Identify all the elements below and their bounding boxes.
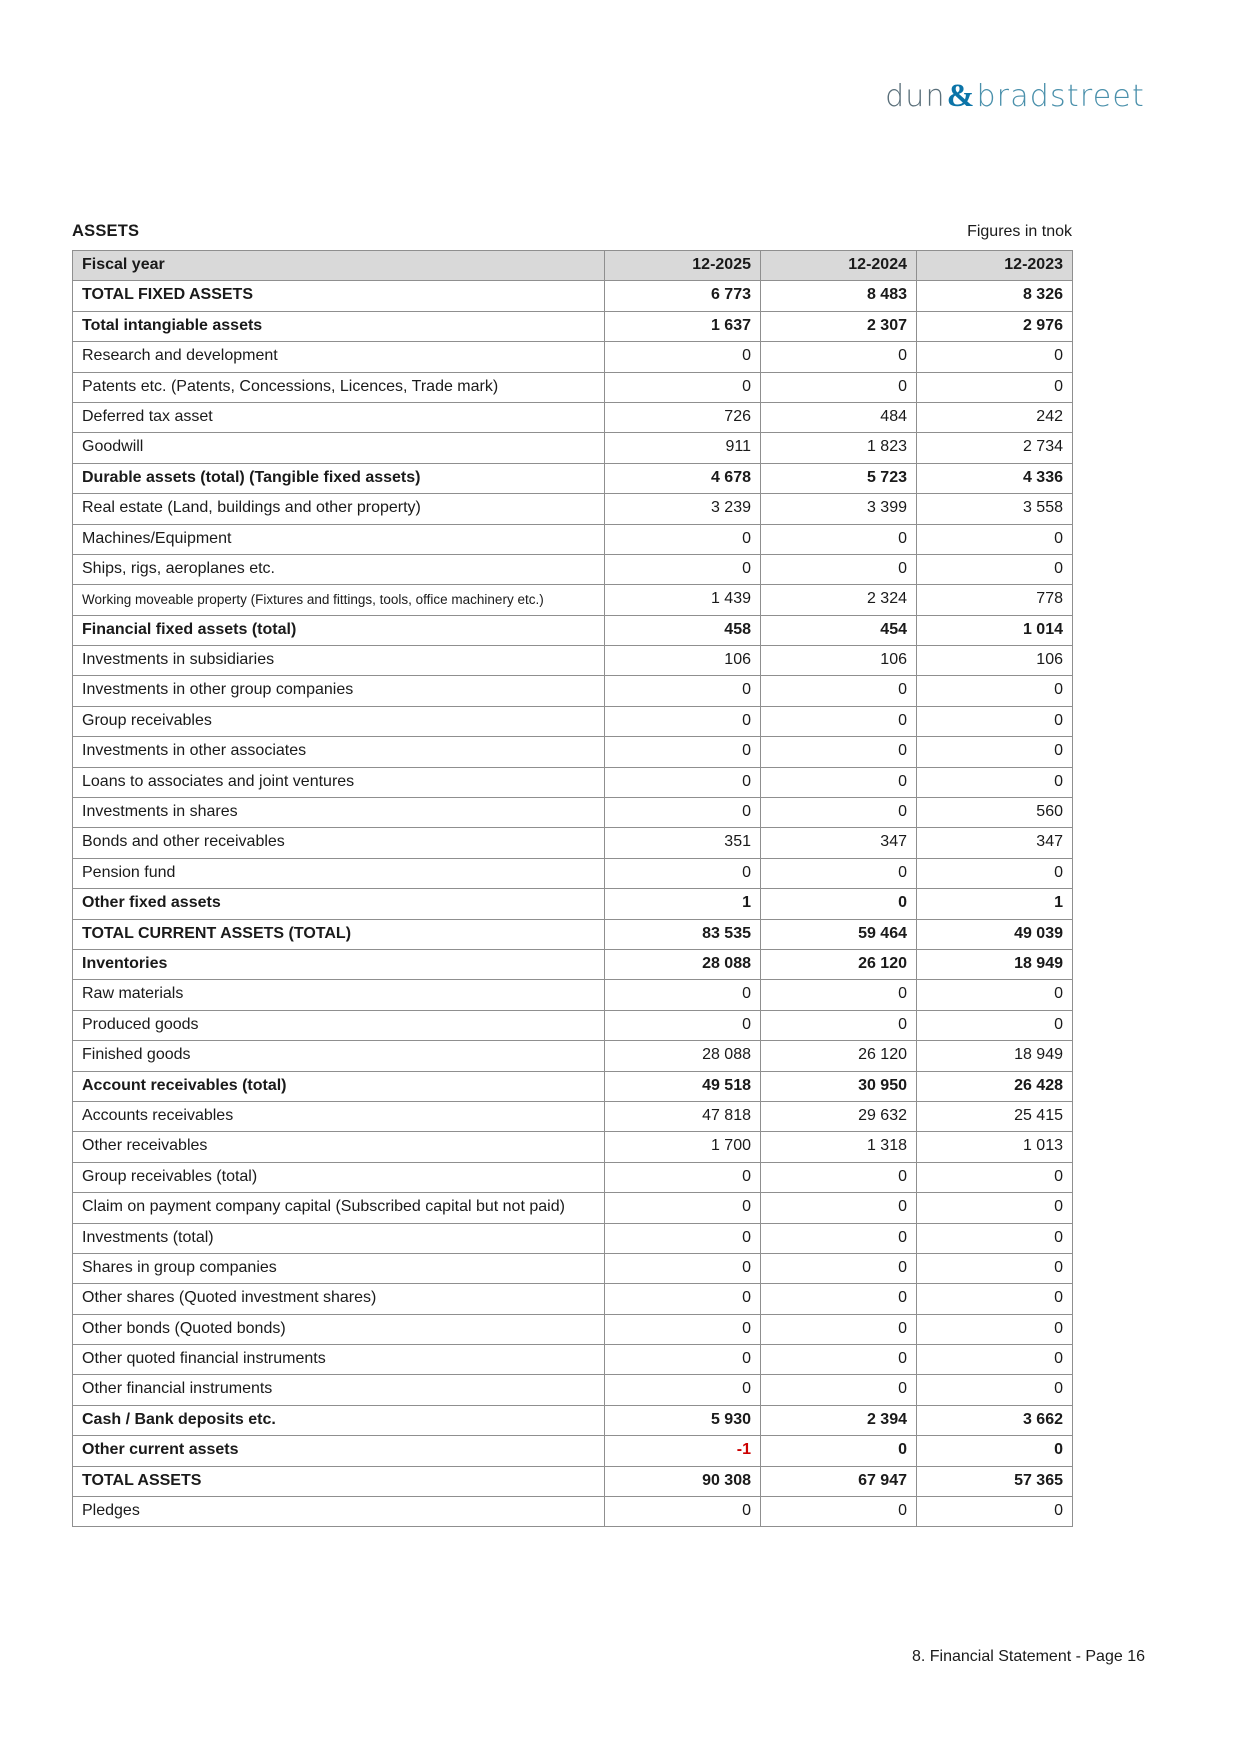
table-row bbox=[73, 706, 1073, 736]
table-row bbox=[73, 737, 1073, 767]
row-label: Shares in group companies bbox=[73, 1253, 605, 1283]
row-value: 0 bbox=[605, 372, 761, 402]
row-value: 1 700 bbox=[605, 1132, 761, 1162]
row-value: 0 bbox=[605, 1284, 761, 1314]
row-value: 18 949 bbox=[917, 949, 1073, 979]
row-value: 0 bbox=[761, 889, 917, 919]
column-header-year-2: 12-2024 bbox=[761, 251, 917, 281]
row-value: 67 947 bbox=[761, 1466, 917, 1496]
row-value: 2 394 bbox=[761, 1405, 917, 1435]
row-value: 0 bbox=[761, 1162, 917, 1192]
row-value: 0 bbox=[605, 1010, 761, 1040]
table-row bbox=[73, 1284, 1073, 1314]
assets-section bbox=[72, 222, 1072, 1527]
row-value: 0 bbox=[917, 372, 1073, 402]
row-label: Total intangiable assets bbox=[73, 311, 605, 341]
row-value: 0 bbox=[917, 1436, 1073, 1466]
row-value: 0 bbox=[761, 767, 917, 797]
row-value: 0 bbox=[761, 1436, 917, 1466]
row-value: 351 bbox=[605, 828, 761, 858]
row-value: 3 662 bbox=[917, 1405, 1073, 1435]
row-value: 5 723 bbox=[761, 463, 917, 493]
row-value: 0 bbox=[917, 1253, 1073, 1283]
row-label: Durable assets (total) (Tangible fixed assets) bbox=[73, 463, 605, 493]
row-value: 106 bbox=[917, 646, 1073, 676]
row-label: Other shares (Quoted investment shares) bbox=[73, 1284, 605, 1314]
row-value: 0 bbox=[605, 1497, 761, 1527]
row-value: 3 399 bbox=[761, 494, 917, 524]
row-value: 29 632 bbox=[761, 1101, 917, 1131]
row-value: 0 bbox=[761, 1497, 917, 1527]
row-label: Other current assets bbox=[73, 1436, 605, 1466]
row-value: 1 637 bbox=[605, 311, 761, 341]
row-value: 0 bbox=[605, 1162, 761, 1192]
table-row bbox=[73, 949, 1073, 979]
table-row bbox=[73, 1375, 1073, 1405]
row-value: 911 bbox=[605, 433, 761, 463]
row-label: Inventories bbox=[73, 949, 605, 979]
row-label: Pledges bbox=[73, 1497, 605, 1527]
row-value: 560 bbox=[917, 798, 1073, 828]
row-value: 57 365 bbox=[917, 1466, 1073, 1496]
table-row bbox=[73, 646, 1073, 676]
row-value: 0 bbox=[917, 342, 1073, 372]
row-value: 28 088 bbox=[605, 949, 761, 979]
row-value: 0 bbox=[761, 524, 917, 554]
row-label: Pension fund bbox=[73, 858, 605, 888]
table-header-row bbox=[73, 251, 1073, 281]
row-value: 25 415 bbox=[917, 1101, 1073, 1131]
row-value: 0 bbox=[605, 1375, 761, 1405]
row-value: 0 bbox=[761, 1375, 917, 1405]
row-value: 0 bbox=[761, 1010, 917, 1040]
logo-ampersand-icon: & bbox=[946, 78, 976, 114]
figures-unit-label: Figures in tnok bbox=[967, 223, 1072, 240]
row-value: 0 bbox=[761, 798, 917, 828]
assets-table bbox=[72, 250, 1073, 1527]
row-value: 4 336 bbox=[917, 463, 1073, 493]
row-value: 0 bbox=[917, 1193, 1073, 1223]
row-value: 0 bbox=[605, 737, 761, 767]
table-row bbox=[73, 1193, 1073, 1223]
row-value: 778 bbox=[917, 585, 1073, 615]
row-label: Produced goods bbox=[73, 1010, 605, 1040]
row-label: Other quoted financial instruments bbox=[73, 1345, 605, 1375]
row-value: 0 bbox=[917, 524, 1073, 554]
row-value: 2 734 bbox=[917, 433, 1073, 463]
row-value: 0 bbox=[917, 858, 1073, 888]
table-row bbox=[73, 463, 1073, 493]
table-row bbox=[73, 554, 1073, 584]
table-row bbox=[73, 767, 1073, 797]
row-label: Financial fixed assets (total) bbox=[73, 615, 605, 645]
row-label: Investments (total) bbox=[73, 1223, 605, 1253]
row-label: Group receivables bbox=[73, 706, 605, 736]
row-value: 0 bbox=[605, 676, 761, 706]
row-value: 18 949 bbox=[917, 1041, 1073, 1071]
table-row bbox=[73, 1162, 1073, 1192]
row-label: Bonds and other receivables bbox=[73, 828, 605, 858]
row-value: 484 bbox=[761, 402, 917, 432]
row-value: 726 bbox=[605, 402, 761, 432]
row-label: Account receivables (total) bbox=[73, 1071, 605, 1101]
row-label: Real estate (Land, buildings and other property) bbox=[73, 494, 605, 524]
row-label: Investments in other group companies bbox=[73, 676, 605, 706]
table-row bbox=[73, 433, 1073, 463]
table-row bbox=[73, 1497, 1073, 1527]
row-value: 0 bbox=[605, 1193, 761, 1223]
row-label: Other receivables bbox=[73, 1132, 605, 1162]
row-value: 0 bbox=[605, 1314, 761, 1344]
row-label: Claim on payment company capital (Subscribed capital but not paid) bbox=[73, 1193, 605, 1223]
row-value: 0 bbox=[917, 980, 1073, 1010]
row-label: TOTAL CURRENT ASSETS (TOTAL) bbox=[73, 919, 605, 949]
row-value: 347 bbox=[761, 828, 917, 858]
row-label: Finished goods bbox=[73, 1041, 605, 1071]
table-row bbox=[73, 281, 1073, 311]
row-value: 26 120 bbox=[761, 949, 917, 979]
row-value: 347 bbox=[917, 828, 1073, 858]
row-value: -1 bbox=[605, 1436, 761, 1466]
table-row bbox=[73, 494, 1073, 524]
row-value: 1 439 bbox=[605, 585, 761, 615]
row-value: 0 bbox=[761, 706, 917, 736]
row-value: 0 bbox=[605, 524, 761, 554]
table-row bbox=[73, 402, 1073, 432]
row-value: 0 bbox=[917, 1345, 1073, 1375]
table-row bbox=[73, 1466, 1073, 1496]
table-row bbox=[73, 585, 1073, 615]
row-value: 26 428 bbox=[917, 1071, 1073, 1101]
table-row bbox=[73, 1314, 1073, 1344]
column-header-year-3: 12-2023 bbox=[917, 251, 1073, 281]
row-value: 49 039 bbox=[917, 919, 1073, 949]
table-row bbox=[73, 828, 1073, 858]
row-label: Ships, rigs, aeroplanes etc. bbox=[73, 554, 605, 584]
row-value: 0 bbox=[605, 554, 761, 584]
row-value: 90 308 bbox=[605, 1466, 761, 1496]
row-value: 0 bbox=[605, 1253, 761, 1283]
assets-table-body bbox=[73, 281, 1073, 1527]
row-label: Group receivables (total) bbox=[73, 1162, 605, 1192]
table-row bbox=[73, 1345, 1073, 1375]
table-row bbox=[73, 980, 1073, 1010]
table-row bbox=[73, 1253, 1073, 1283]
row-label: TOTAL FIXED ASSETS bbox=[73, 281, 605, 311]
row-value: 458 bbox=[605, 615, 761, 645]
table-row bbox=[73, 676, 1073, 706]
row-value: 0 bbox=[605, 1345, 761, 1375]
row-value: 2 976 bbox=[917, 311, 1073, 341]
row-value: 0 bbox=[761, 1193, 917, 1223]
section-title: ASSETS bbox=[72, 222, 140, 240]
row-label: Research and development bbox=[73, 342, 605, 372]
row-value: 4 678 bbox=[605, 463, 761, 493]
table-row bbox=[73, 524, 1073, 554]
row-value: 0 bbox=[917, 1162, 1073, 1192]
row-label: Patents etc. (Patents, Concessions, Licences, Trade mark) bbox=[73, 372, 605, 402]
row-value: 0 bbox=[761, 1253, 917, 1283]
row-value: 0 bbox=[605, 1223, 761, 1253]
row-value: 0 bbox=[761, 1314, 917, 1344]
row-value: 0 bbox=[917, 737, 1073, 767]
row-value: 0 bbox=[917, 1375, 1073, 1405]
row-label: Accounts receivables bbox=[73, 1101, 605, 1131]
page-footer: 8. Financial Statement - Page 16 bbox=[911, 1648, 1145, 1665]
row-value: 0 bbox=[761, 980, 917, 1010]
row-label: Goodwill bbox=[73, 433, 605, 463]
row-value: 0 bbox=[917, 1223, 1073, 1253]
row-value: 0 bbox=[761, 676, 917, 706]
row-label: Investments in subsidiaries bbox=[73, 646, 605, 676]
dun-bradstreet-logo bbox=[885, 78, 1145, 115]
row-value: 2 307 bbox=[761, 311, 917, 341]
row-value: 0 bbox=[761, 554, 917, 584]
row-label: Loans to associates and joint ventures bbox=[73, 767, 605, 797]
row-value: 0 bbox=[917, 1010, 1073, 1040]
row-label: Machines/Equipment bbox=[73, 524, 605, 554]
row-value: 0 bbox=[761, 1284, 917, 1314]
table-row bbox=[73, 1101, 1073, 1131]
table-row bbox=[73, 1041, 1073, 1071]
row-value: 8 326 bbox=[917, 281, 1073, 311]
row-value: 3 558 bbox=[917, 494, 1073, 524]
table-row bbox=[73, 1010, 1073, 1040]
row-label: Other financial instruments bbox=[73, 1375, 605, 1405]
table-row bbox=[73, 919, 1073, 949]
row-value: 0 bbox=[605, 767, 761, 797]
table-row bbox=[73, 1223, 1073, 1253]
row-value: 0 bbox=[917, 767, 1073, 797]
row-value: 1 014 bbox=[917, 615, 1073, 645]
row-value: 0 bbox=[761, 1223, 917, 1253]
table-row bbox=[73, 1132, 1073, 1162]
row-value: 1 bbox=[605, 889, 761, 919]
logo-text-dun: dun bbox=[885, 79, 946, 114]
row-value: 1 823 bbox=[761, 433, 917, 463]
row-value: 6 773 bbox=[605, 281, 761, 311]
row-value: 106 bbox=[605, 646, 761, 676]
row-value: 0 bbox=[605, 798, 761, 828]
row-value: 49 518 bbox=[605, 1071, 761, 1101]
row-value: 2 324 bbox=[761, 585, 917, 615]
row-label: Investments in other associates bbox=[73, 737, 605, 767]
row-value: 0 bbox=[917, 1284, 1073, 1314]
row-value: 0 bbox=[761, 858, 917, 888]
table-row bbox=[73, 858, 1073, 888]
table-row bbox=[73, 372, 1073, 402]
row-label: Working moveable property (Fixtures and fittings, tools, office machinery etc.) bbox=[73, 585, 605, 615]
row-value: 0 bbox=[917, 1314, 1073, 1344]
row-value: 0 bbox=[605, 342, 761, 372]
row-label: Other fixed assets bbox=[73, 889, 605, 919]
table-row bbox=[73, 1071, 1073, 1101]
row-value: 0 bbox=[605, 858, 761, 888]
row-value: 106 bbox=[761, 646, 917, 676]
row-value: 0 bbox=[761, 342, 917, 372]
row-label: Deferred tax asset bbox=[73, 402, 605, 432]
row-label: Raw materials bbox=[73, 980, 605, 1010]
row-value: 26 120 bbox=[761, 1041, 917, 1071]
row-value: 242 bbox=[917, 402, 1073, 432]
table-row bbox=[73, 798, 1073, 828]
row-value: 1 318 bbox=[761, 1132, 917, 1162]
row-value: 0 bbox=[917, 554, 1073, 584]
row-label: Investments in shares bbox=[73, 798, 605, 828]
row-value: 1 013 bbox=[917, 1132, 1073, 1162]
row-label: Cash / Bank deposits etc. bbox=[73, 1405, 605, 1435]
row-value: 0 bbox=[605, 980, 761, 1010]
row-value: 3 239 bbox=[605, 494, 761, 524]
row-value: 0 bbox=[917, 676, 1073, 706]
row-value: 0 bbox=[917, 1497, 1073, 1527]
row-value: 28 088 bbox=[605, 1041, 761, 1071]
table-row bbox=[73, 1405, 1073, 1435]
row-value: 0 bbox=[605, 706, 761, 736]
logo-text-bradstreet: bradstreet bbox=[976, 79, 1145, 114]
row-label: TOTAL ASSETS bbox=[73, 1466, 605, 1496]
row-value: 454 bbox=[761, 615, 917, 645]
table-row bbox=[73, 311, 1073, 341]
row-value: 5 930 bbox=[605, 1405, 761, 1435]
table-row bbox=[73, 889, 1073, 919]
row-value: 0 bbox=[761, 737, 917, 767]
row-value: 0 bbox=[761, 1345, 917, 1375]
column-header-fiscal-year: Fiscal year bbox=[73, 251, 605, 281]
table-row bbox=[73, 1436, 1073, 1466]
row-label: Other bonds (Quoted bonds) bbox=[73, 1314, 605, 1344]
row-value: 0 bbox=[917, 706, 1073, 736]
row-value: 8 483 bbox=[761, 281, 917, 311]
table-row bbox=[73, 615, 1073, 645]
row-value: 1 bbox=[917, 889, 1073, 919]
section-caption-row bbox=[72, 222, 1072, 241]
row-value: 83 535 bbox=[605, 919, 761, 949]
row-value: 30 950 bbox=[761, 1071, 917, 1101]
row-value: 59 464 bbox=[761, 919, 917, 949]
table-row bbox=[73, 342, 1073, 372]
row-value: 0 bbox=[761, 372, 917, 402]
column-header-year-1: 12-2025 bbox=[605, 251, 761, 281]
row-value: 47 818 bbox=[605, 1101, 761, 1131]
